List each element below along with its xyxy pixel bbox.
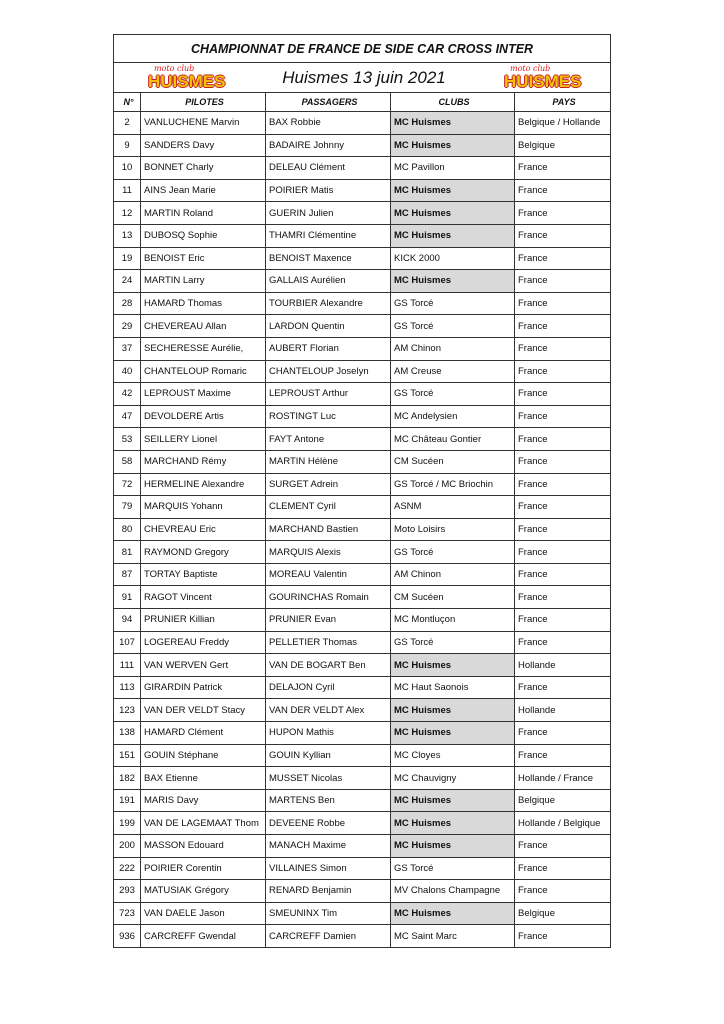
cell-pilote: BENOIST Eric: [141, 247, 266, 270]
cell-pays: France: [515, 835, 611, 858]
cell-num: 40: [114, 360, 141, 383]
table-row: [114, 518, 611, 541]
table-row: [114, 134, 611, 157]
cell-pilote: SEILLERY Lionel: [141, 428, 266, 451]
cell-pays: Belgique: [515, 902, 611, 925]
cell-pays: Belgique: [515, 134, 611, 157]
cell-club: MV Chalons Champagne: [391, 880, 515, 903]
cell-pays: Belgique: [515, 789, 611, 812]
cell-pilote: HAMARD Thomas: [141, 292, 266, 315]
cell-pays: France: [515, 179, 611, 202]
cell-club: ASNM: [391, 496, 515, 519]
cell-club: MC Huismes: [391, 789, 515, 812]
table-row: [114, 224, 611, 247]
cell-pilote: MARCHAND Rémy: [141, 450, 266, 473]
cell-club: MC Huismes: [391, 722, 515, 745]
cell-pays: Hollande: [515, 699, 611, 722]
cell-pilote: MARTIN Larry: [141, 270, 266, 293]
cell-num: 79: [114, 496, 141, 519]
cell-num: 37: [114, 337, 141, 360]
cell-passager: VILLAINES Simon: [266, 857, 391, 880]
cell-pilote: TORTAY Baptiste: [141, 563, 266, 586]
cell-passager: SMEUNINX Tim: [266, 902, 391, 925]
cell-pays: France: [515, 925, 611, 948]
table-row: [114, 383, 611, 406]
cell-pays: France: [515, 541, 611, 564]
cell-club: Moto Loisirs: [391, 518, 515, 541]
club-logo-left: moto club HUISMES: [148, 63, 226, 91]
cell-pays: France: [515, 496, 611, 519]
cell-club: MC Huismes: [391, 224, 515, 247]
table-row: [114, 631, 611, 654]
cell-club: MC Huismes: [391, 112, 515, 135]
entry-list-table: [113, 34, 611, 948]
cell-pilote: AINS Jean Marie: [141, 179, 266, 202]
table-row: [114, 360, 611, 383]
table-row: [114, 835, 611, 858]
cell-pilote: GOUIN Stéphane: [141, 744, 266, 767]
cell-num: 199: [114, 812, 141, 835]
cell-pays: France: [515, 563, 611, 586]
cell-pilote: PRUNIER Killian: [141, 609, 266, 632]
cell-num: 28: [114, 292, 141, 315]
cell-club: MC Huismes: [391, 179, 515, 202]
cell-pays: France: [515, 157, 611, 180]
cell-club: GS Torcé: [391, 383, 515, 406]
cell-pays: France: [515, 247, 611, 270]
cell-passager: MARCHAND Bastien: [266, 518, 391, 541]
cell-num: 72: [114, 473, 141, 496]
cell-num: 723: [114, 902, 141, 925]
cell-club: MC Montluçon: [391, 609, 515, 632]
cell-num: 58: [114, 450, 141, 473]
cell-passager: ROSTINGT Luc: [266, 405, 391, 428]
cell-pilote: CHANTELOUP Romaric: [141, 360, 266, 383]
cell-passager: DELEAU Clément: [266, 157, 391, 180]
cell-passager: MARQUIS Alexis: [266, 541, 391, 564]
table-row: [114, 699, 611, 722]
table-row: [114, 247, 611, 270]
cell-passager: POIRIER Matis: [266, 179, 391, 202]
cell-passager: FAYT Antone: [266, 428, 391, 451]
cell-passager: PELLETIER Thomas: [266, 631, 391, 654]
cell-club: AM Creuse: [391, 360, 515, 383]
cell-club: MC Pavillon: [391, 157, 515, 180]
cell-pilote: DUBOSQ Sophie: [141, 224, 266, 247]
cell-passager: CHANTELOUP Joselyn: [266, 360, 391, 383]
cell-pilote: VAN DAELE Jason: [141, 902, 266, 925]
cell-pilote: SANDERS Davy: [141, 134, 266, 157]
table-row: [114, 722, 611, 745]
cell-club: MC Huismes: [391, 835, 515, 858]
cell-pays: France: [515, 631, 611, 654]
cell-num: 123: [114, 699, 141, 722]
cell-pays: France: [515, 270, 611, 293]
cell-club: AM Chinon: [391, 337, 515, 360]
cell-passager: DELAJON Cyril: [266, 676, 391, 699]
cell-club: MC Huismes: [391, 134, 515, 157]
table-row: [114, 880, 611, 903]
cell-pilote: POIRIER Corentin: [141, 857, 266, 880]
cell-passager: LARDON Quentin: [266, 315, 391, 338]
cell-pilote: MATUSIAK Grégory: [141, 880, 266, 903]
table-row: [114, 428, 611, 451]
table-row: [114, 292, 611, 315]
cell-passager: TOURBIER Alexandre: [266, 292, 391, 315]
cell-pays: France: [515, 315, 611, 338]
cell-pays: France: [515, 337, 611, 360]
cell-club: MC Château Gontier: [391, 428, 515, 451]
header-clubs: CLUBS: [391, 93, 515, 112]
cell-pays: France: [515, 744, 611, 767]
cell-pays: Hollande / Belgique: [515, 812, 611, 835]
cell-num: 81: [114, 541, 141, 564]
cell-passager: VAN DER VELDT Alex: [266, 699, 391, 722]
cell-num: 191: [114, 789, 141, 812]
cell-num: 151: [114, 744, 141, 767]
table-row: [114, 609, 611, 632]
cell-club: CM Sucéen: [391, 450, 515, 473]
cell-club: KICK 2000: [391, 247, 515, 270]
cell-pays: France: [515, 360, 611, 383]
cell-club: MC Huismes: [391, 812, 515, 835]
table-row: [114, 337, 611, 360]
cell-num: 9: [114, 134, 141, 157]
cell-pilote: BONNET Charly: [141, 157, 266, 180]
cell-pilote: VANLUCHENE Marvin: [141, 112, 266, 135]
table-row: [114, 789, 611, 812]
cell-pilote: GIRARDIN Patrick: [141, 676, 266, 699]
cell-club: MC Huismes: [391, 654, 515, 677]
cell-pilote: SECHERESSE Aurélie,: [141, 337, 266, 360]
cell-passager: GOURINCHAS Romain: [266, 586, 391, 609]
cell-passager: THAMRI Clémentine: [266, 224, 391, 247]
cell-pays: France: [515, 857, 611, 880]
cell-num: 2: [114, 112, 141, 135]
cell-club: MC Chauvigny: [391, 767, 515, 790]
cell-passager: AUBERT Florian: [266, 337, 391, 360]
cell-num: 91: [114, 586, 141, 609]
cell-pays: France: [515, 450, 611, 473]
cell-club: MC Huismes: [391, 902, 515, 925]
table-row: [114, 315, 611, 338]
cell-num: 94: [114, 609, 141, 632]
cell-num: 29: [114, 315, 141, 338]
cell-num: 182: [114, 767, 141, 790]
cell-club: MC Andelysien: [391, 405, 515, 428]
cell-num: 113: [114, 676, 141, 699]
cell-club: GS Torcé: [391, 541, 515, 564]
club-logo-right: moto club HUISMES: [504, 63, 582, 91]
cell-pays: France: [515, 880, 611, 903]
cell-pays: France: [515, 405, 611, 428]
cell-passager: GOUIN Kyllian: [266, 744, 391, 767]
cell-club: MC Saint Marc: [391, 925, 515, 948]
table-row: [114, 563, 611, 586]
table-row: [114, 179, 611, 202]
table-row: [114, 744, 611, 767]
table-header-row: [114, 93, 611, 112]
cell-club: GS Torcé: [391, 292, 515, 315]
cell-num: 10: [114, 157, 141, 180]
championship-title: CHAMPIONNAT DE FRANCE DE SIDE CAR CROSS INTER: [114, 35, 611, 63]
cell-pays: France: [515, 383, 611, 406]
cell-pays: France: [515, 586, 611, 609]
cell-num: 138: [114, 722, 141, 745]
cell-passager: MANACH Maxime: [266, 835, 391, 858]
cell-pays: Belgique / Hollande: [515, 112, 611, 135]
cell-passager: MARTIN Hélène: [266, 450, 391, 473]
table-row: [114, 112, 611, 135]
event-title: Huismes 13 juin 2021: [282, 67, 446, 87]
cell-pays: France: [515, 428, 611, 451]
cell-passager: MOREAU Valentin: [266, 563, 391, 586]
cell-passager: LEPROUST Arthur: [266, 383, 391, 406]
cell-passager: HUPON Mathis: [266, 722, 391, 745]
cell-passager: CARCREFF Damien: [266, 925, 391, 948]
cell-passager: MARTENS Ben: [266, 789, 391, 812]
entry-list-sheet: [113, 34, 610, 948]
cell-passager: PRUNIER Evan: [266, 609, 391, 632]
cell-pays: France: [515, 473, 611, 496]
header-pays: PAYS: [515, 93, 611, 112]
cell-club: GS Torcé / MC Briochin: [391, 473, 515, 496]
cell-club: MC Huismes: [391, 699, 515, 722]
cell-club: CM Sucéen: [391, 586, 515, 609]
cell-passager: SURGET Adrein: [266, 473, 391, 496]
header-pilotes: PILOTES: [141, 93, 266, 112]
table-row: [114, 157, 611, 180]
cell-club: GS Torcé: [391, 315, 515, 338]
cell-pays: France: [515, 609, 611, 632]
cell-num: 222: [114, 857, 141, 880]
cell-pays: France: [515, 722, 611, 745]
cell-club: GS Torcé: [391, 857, 515, 880]
cell-num: 293: [114, 880, 141, 903]
cell-passager: GUERIN Julien: [266, 202, 391, 225]
cell-passager: BENOIST Maxence: [266, 247, 391, 270]
cell-pays: Hollande: [515, 654, 611, 677]
cell-club: MC Haut Saonois: [391, 676, 515, 699]
cell-passager: BADAIRE Johnny: [266, 134, 391, 157]
cell-club: MC Cloyes: [391, 744, 515, 767]
cell-passager: BAX Robbie: [266, 112, 391, 135]
cell-pays: France: [515, 224, 611, 247]
cell-num: 107: [114, 631, 141, 654]
cell-passager: DEVEENE Robbe: [266, 812, 391, 835]
header-passagers: PASSAGERS: [266, 93, 391, 112]
cell-pilote: HAMARD Clément: [141, 722, 266, 745]
cell-num: 936: [114, 925, 141, 948]
cell-num: 80: [114, 518, 141, 541]
table-row: [114, 473, 611, 496]
cell-passager: CLEMENT Cyril: [266, 496, 391, 519]
cell-club: GS Torcé: [391, 631, 515, 654]
table-row: [114, 496, 611, 519]
cell-num: 24: [114, 270, 141, 293]
cell-num: 87: [114, 563, 141, 586]
cell-pilote: DEVOLDERE Artis: [141, 405, 266, 428]
cell-num: 11: [114, 179, 141, 202]
table-row: [114, 902, 611, 925]
cell-num: 53: [114, 428, 141, 451]
cell-pilote: RAGOT Vincent: [141, 586, 266, 609]
header-num: N°: [114, 93, 141, 112]
cell-pilote: LOGEREAU Freddy: [141, 631, 266, 654]
cell-num: 47: [114, 405, 141, 428]
cell-num: 13: [114, 224, 141, 247]
cell-passager: VAN DE BOGART Ben: [266, 654, 391, 677]
cell-pilote: LEPROUST Maxime: [141, 383, 266, 406]
cell-pilote: MARIS Davy: [141, 789, 266, 812]
cell-pays: Hollande / France: [515, 767, 611, 790]
cell-passager: RENARD Benjamin: [266, 880, 391, 903]
cell-passager: GALLAIS Aurélien: [266, 270, 391, 293]
cell-pilote: MASSON Edouard: [141, 835, 266, 858]
cell-pays: France: [515, 292, 611, 315]
cell-pilote: CARCREFF Gwendal: [141, 925, 266, 948]
cell-num: 111: [114, 654, 141, 677]
table-row: [114, 654, 611, 677]
cell-passager: MUSSET Nicolas: [266, 767, 391, 790]
table-row: [114, 857, 611, 880]
cell-club: MC Huismes: [391, 270, 515, 293]
cell-pilote: BAX Etienne: [141, 767, 266, 790]
cell-num: 19: [114, 247, 141, 270]
table-row: [114, 270, 611, 293]
cell-num: 42: [114, 383, 141, 406]
cell-num: 12: [114, 202, 141, 225]
cell-pilote: VAN DER VELDT Stacy: [141, 699, 266, 722]
cell-pilote: MARQUIS Yohann: [141, 496, 266, 519]
table-row: [114, 676, 611, 699]
table-row: [114, 925, 611, 948]
table-row: [114, 812, 611, 835]
cell-pilote: VAN DE LAGEMAAT Thom: [141, 812, 266, 835]
cell-pilote: CHEVEREAU Allan: [141, 315, 266, 338]
table-row: [114, 202, 611, 225]
cell-pays: France: [515, 202, 611, 225]
cell-num: 200: [114, 835, 141, 858]
cell-pilote: CHEVREAU Eric: [141, 518, 266, 541]
event-banner: [114, 63, 611, 93]
cell-pilote: RAYMOND Gregory: [141, 541, 266, 564]
table-row: [114, 450, 611, 473]
cell-pilote: VAN WERVEN Gert: [141, 654, 266, 677]
table-row: [114, 767, 611, 790]
table-row: [114, 405, 611, 428]
cell-club: AM Chinon: [391, 563, 515, 586]
table-row: [114, 586, 611, 609]
cell-pays: France: [515, 676, 611, 699]
cell-club: MC Huismes: [391, 202, 515, 225]
cell-pays: France: [515, 518, 611, 541]
cell-pilote: MARTIN Roland: [141, 202, 266, 225]
cell-pilote: HERMELINE Alexandre: [141, 473, 266, 496]
table-row: [114, 541, 611, 564]
